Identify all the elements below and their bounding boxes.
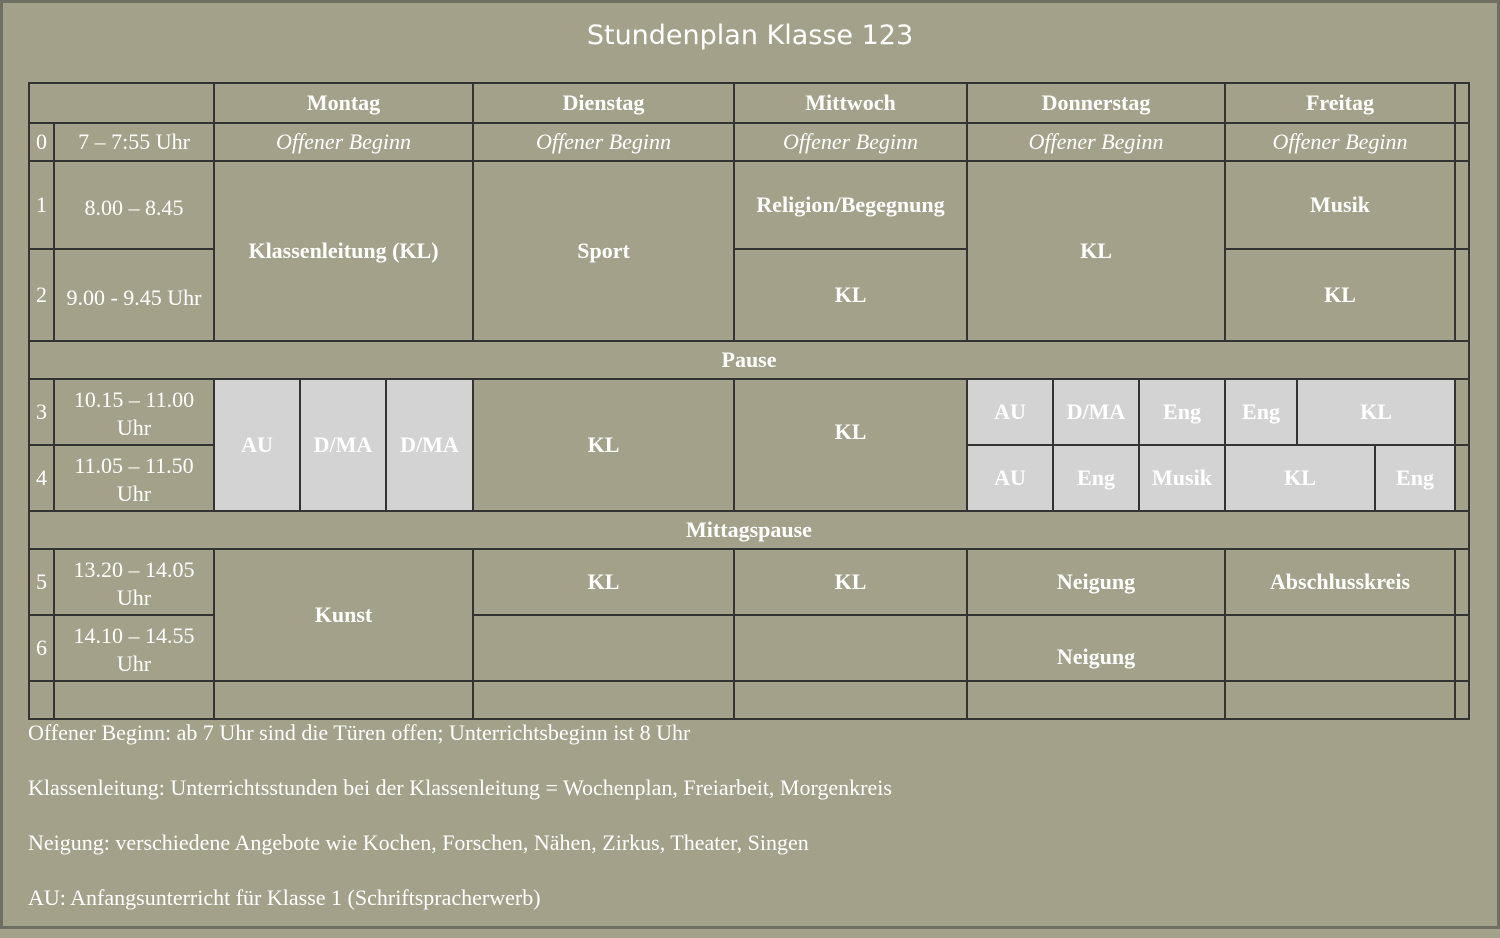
- page-title: Stundenplan Klasse 123: [586, 20, 914, 51]
- edge-cell: [1455, 123, 1469, 161]
- note-klassenleitung: Klassenleitung: Unterrichtsstunden bei der Klassenleitung = Wochenplan, Freiarbeit, Morgenkreis: [28, 775, 892, 800]
- lesson-donnerstag-4-eng: Eng: [1053, 445, 1139, 511]
- lesson-dienstag-3-4: KL: [473, 379, 734, 511]
- empty-cell: [214, 681, 473, 719]
- period-row-1: [29, 161, 1469, 249]
- edge-cell: [1455, 615, 1469, 681]
- empty-cell: [54, 681, 214, 719]
- period-number: 5: [29, 549, 54, 615]
- header-empty-cell: [29, 83, 214, 123]
- lesson-freitag-1: Musik: [1225, 161, 1455, 249]
- edge-cell: [1455, 445, 1469, 511]
- empty-cell: [29, 681, 54, 719]
- period-row-3: [29, 379, 1469, 445]
- lesson-montag-3-4-au: AU: [214, 379, 300, 511]
- empty-row: [29, 681, 1469, 719]
- lesson-donnerstag-3-eng: Eng: [1139, 379, 1225, 445]
- empty-cell: [473, 681, 734, 719]
- period-number: 4: [29, 445, 54, 511]
- lesson-donnerstag-3-dma: D/MA: [1053, 379, 1139, 445]
- lesson-dienstag-6: [473, 615, 734, 681]
- period-number: 2: [29, 249, 54, 341]
- period-row-5: [29, 549, 1469, 615]
- open-start-dienstag: Offener Beginn: [473, 123, 734, 161]
- period-time: 8.00 – 8.45: [54, 161, 214, 249]
- lesson-mittwoch-3-4: KL: [734, 379, 967, 511]
- period-time: 7 – 7:55 Uhr: [54, 123, 214, 161]
- period-time: 14.10 – 14.55 Uhr: [54, 615, 214, 681]
- lesson-freitag-4-kl: KL: [1225, 445, 1375, 511]
- break-lunch: Mittagspause: [29, 511, 1469, 549]
- edge-cell: [1455, 249, 1469, 341]
- lesson-freitag-3-eng: Eng: [1225, 379, 1297, 445]
- day-header-freitag: Freitag: [1225, 83, 1455, 123]
- edge-cell: [1455, 83, 1469, 123]
- lesson-dienstag-5: KL: [473, 549, 734, 615]
- period-number: 1: [29, 161, 54, 249]
- legend-notes: [28, 718, 1468, 938]
- lesson-montag-1-2: Klassenleitung (KL): [214, 161, 473, 341]
- period-number: 6: [29, 615, 54, 681]
- lesson-mittwoch-2: KL: [734, 249, 967, 341]
- period-time: 11.05 – 11.50 Uhr: [54, 445, 214, 511]
- lesson-freitag-3-kl: KL: [1297, 379, 1455, 445]
- edge-cell: [1455, 379, 1469, 445]
- day-header-mittwoch: Mittwoch: [734, 83, 967, 123]
- note-offener-beginn: Offener Beginn: ab 7 Uhr sind die Türen offen; Unterrichtsbeginn ist 8 Uhr: [28, 720, 691, 745]
- open-start-montag: Offener Beginn: [214, 123, 473, 161]
- header-row: [29, 83, 1469, 123]
- lesson-mittwoch-1: Religion/Begegnung: [734, 161, 967, 249]
- empty-cell: [967, 681, 1225, 719]
- period-time: 9.00 - 9.45 Uhr: [54, 249, 214, 341]
- empty-cell: [734, 681, 967, 719]
- lesson-donnerstag-6: Neigung: [967, 615, 1225, 681]
- timetable: [28, 82, 1470, 720]
- day-header-montag: Montag: [214, 83, 473, 123]
- lesson-freitag-4-eng: Eng: [1375, 445, 1455, 511]
- lesson-donnerstag-3-au: AU: [967, 379, 1053, 445]
- period-time: 13.20 – 14.05 Uhr: [54, 549, 214, 615]
- lesson-donnerstag-1-2: KL: [967, 161, 1225, 341]
- period-number: 3: [29, 379, 54, 445]
- lesson-montag-5-6: Kunst: [214, 549, 473, 681]
- lesson-montag-3-4-dma: D/MA: [386, 379, 473, 511]
- lesson-donnerstag-4-au: AU: [967, 445, 1053, 511]
- note-neigung: Neigung: verschiedene Angebote wie Kochen, Forschen, Nähen, Zirkus, Theater, Singen: [28, 830, 809, 855]
- lesson-freitag-6: [1225, 615, 1455, 681]
- break-row-lunch: [29, 511, 1469, 549]
- period-time: 10.15 – 11.00 Uhr: [54, 379, 214, 445]
- lesson-freitag-5: Abschlusskreis: [1225, 549, 1455, 615]
- edge-cell: [1455, 681, 1469, 719]
- day-header-dienstag: Dienstag: [473, 83, 734, 123]
- break-pause: Pause: [29, 341, 1469, 379]
- open-start-freitag: Offener Beginn: [1225, 123, 1455, 161]
- lesson-montag-3-4-dma: D/MA: [300, 379, 386, 511]
- edge-cell: [1455, 161, 1469, 249]
- open-start-donnerstag: Offener Beginn: [967, 123, 1225, 161]
- day-header-donnerstag: Donnerstag: [967, 83, 1225, 123]
- lesson-mittwoch-6: [734, 615, 967, 681]
- note-au: AU: Anfangsunterricht für Klasse 1 (Schriftspracherwerb): [28, 885, 541, 910]
- empty-cell: [1225, 681, 1455, 719]
- lesson-donnerstag-5: Neigung: [967, 549, 1225, 615]
- edge-cell: [1455, 549, 1469, 615]
- lesson-mittwoch-5: KL: [734, 549, 967, 615]
- period-row-0: [29, 123, 1469, 161]
- lesson-donnerstag-4-musik: Musik: [1139, 445, 1225, 511]
- break-row-pause: [29, 341, 1469, 379]
- period-number: 0: [29, 123, 54, 161]
- open-start-mittwoch: Offener Beginn: [734, 123, 967, 161]
- lesson-freitag-2: KL: [1225, 249, 1455, 341]
- lesson-dienstag-1-2: Sport: [473, 161, 734, 341]
